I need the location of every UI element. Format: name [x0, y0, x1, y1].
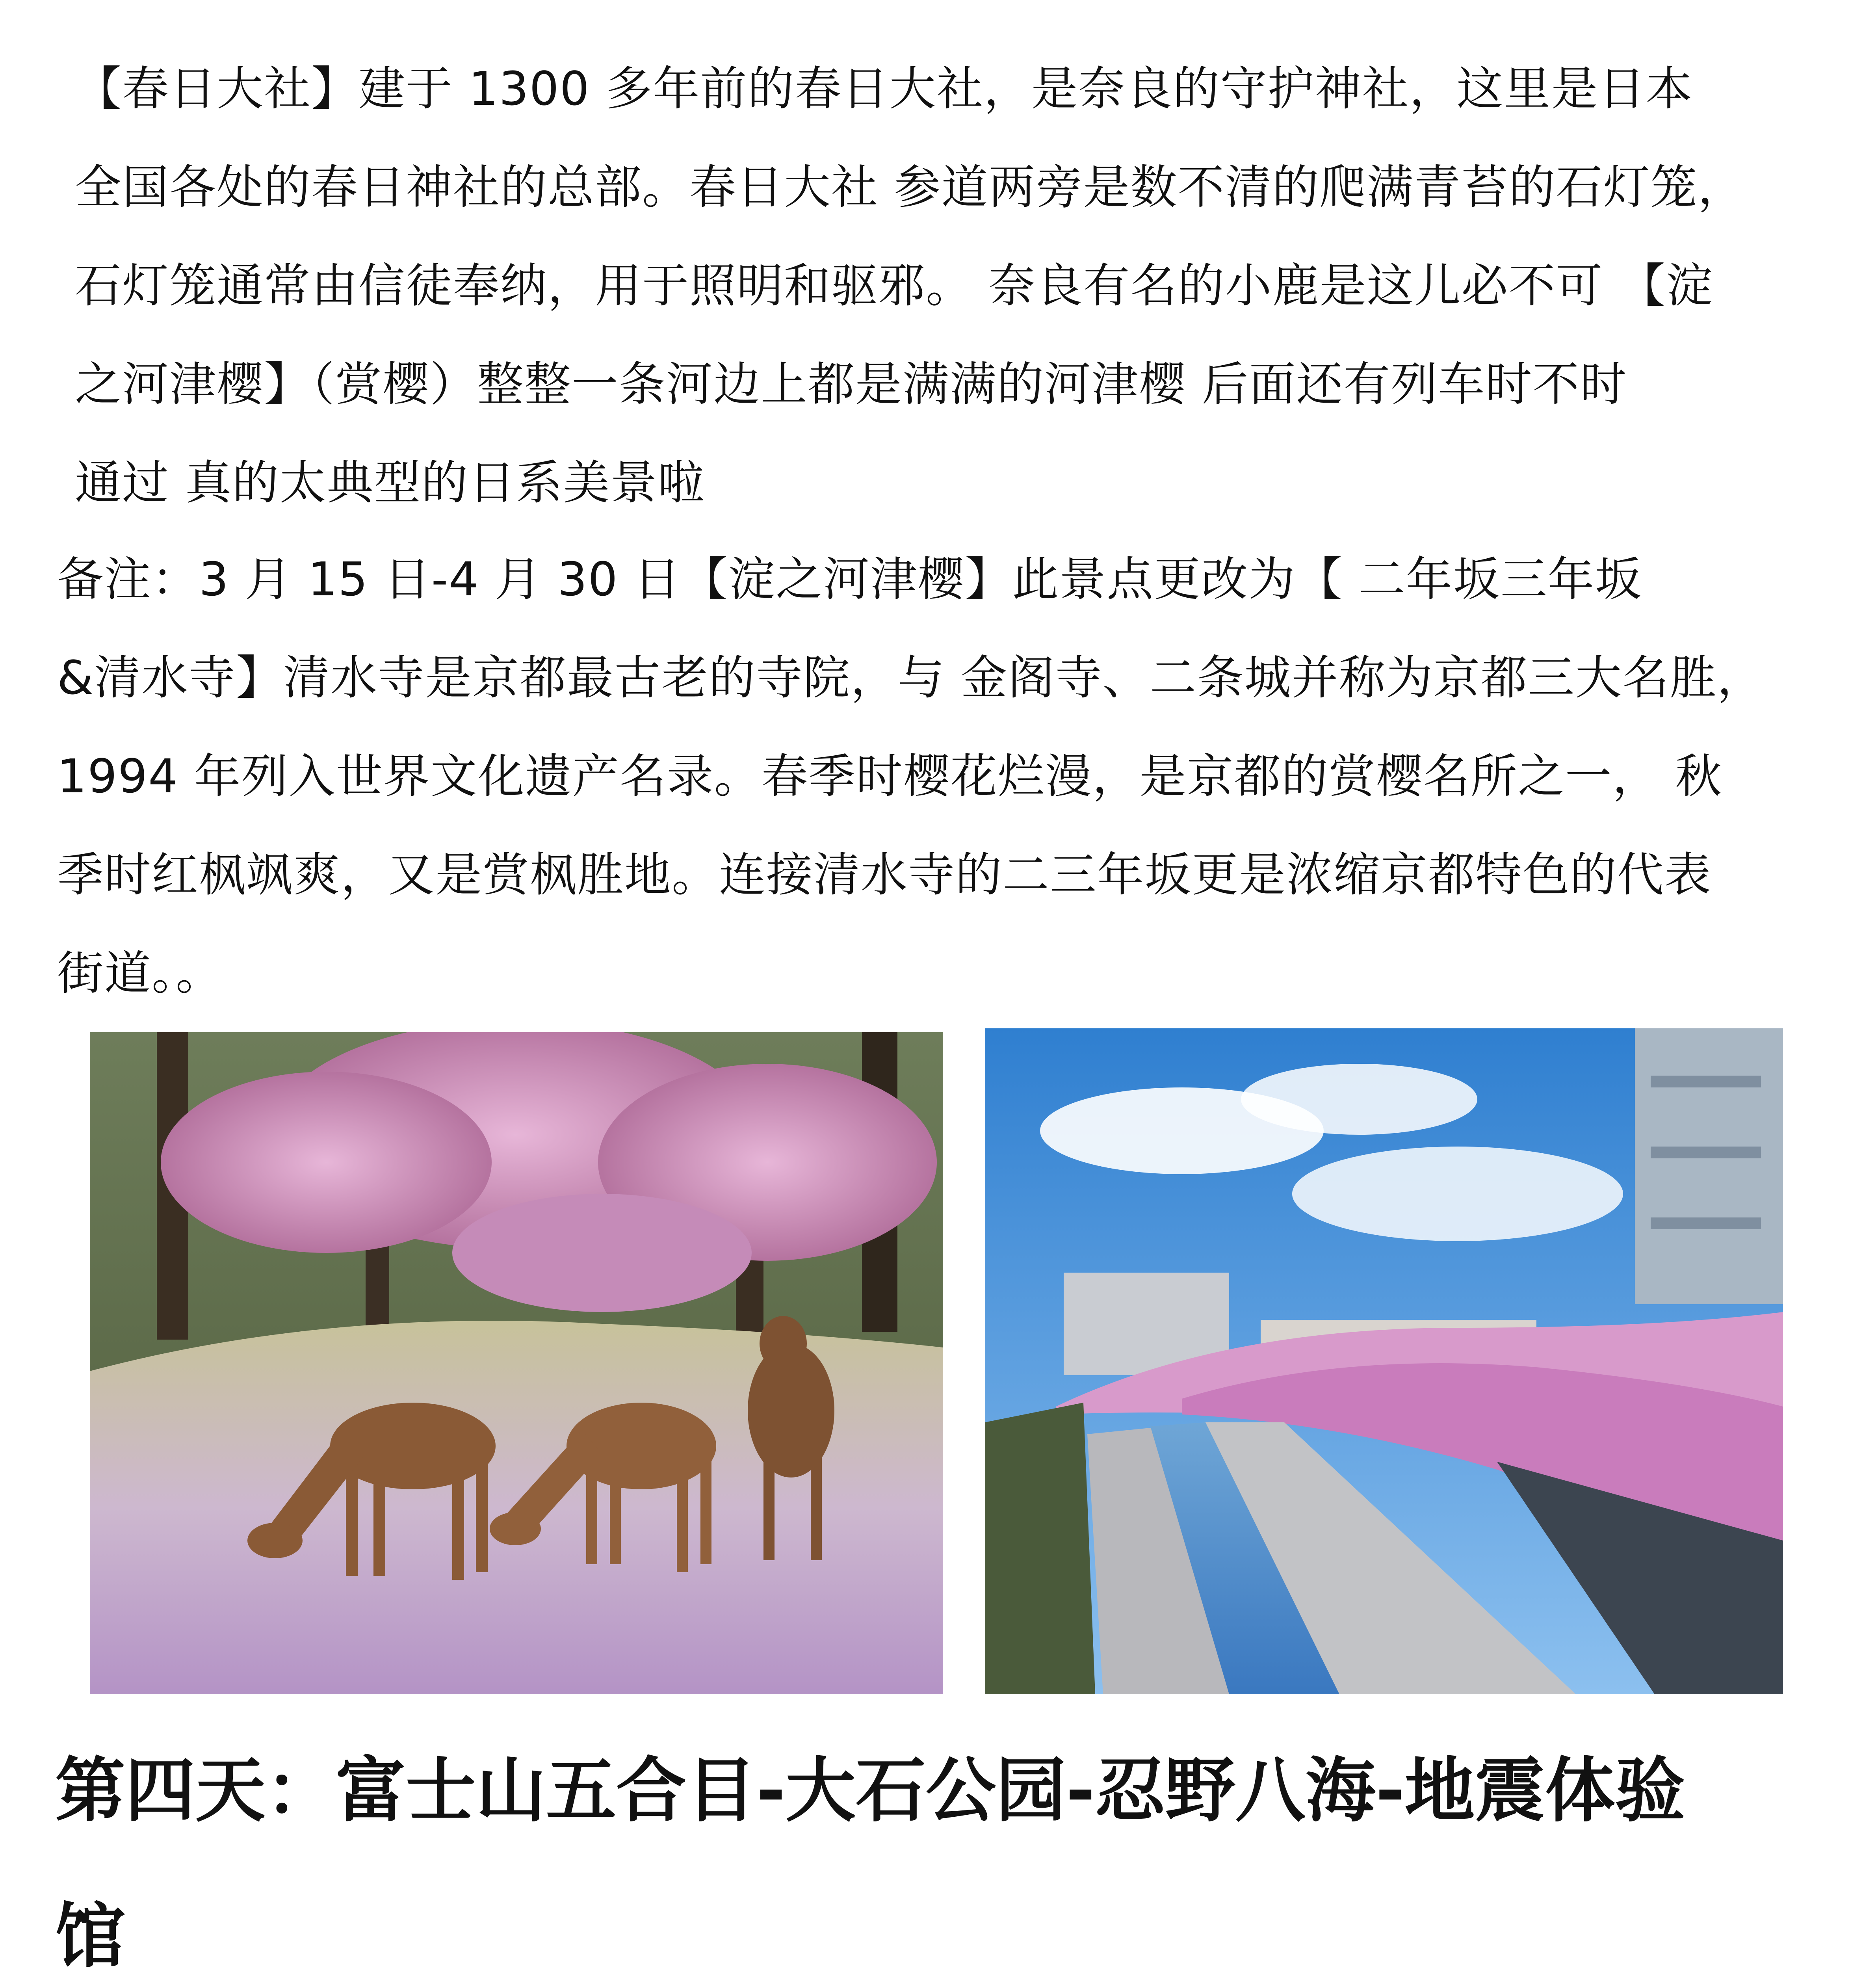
paragraph-line: 石灯笼通常由信徒奉纳，用于照明和驱邪。 奈良有名的小鹿是这儿必不可 【淀	[75, 258, 1714, 313]
canal-cherry-blossom-photo-art	[985, 1028, 1783, 1694]
heading-line: 第四天：富士山五合目-大石公园-忍野八海-地震体验	[55, 1750, 1685, 1831]
paragraph-line: &清水寺】清水寺是京都最古老的寺院，与 金阁寺、二条城并称为京都三大名胜，	[57, 650, 1765, 705]
canal-cherry-blossom-photo	[985, 1028, 1783, 1694]
paragraph-line: 季时红枫飒爽，又是赏枫胜地。连接清水寺的二三年坂更是浓缩京都特色的代表	[57, 847, 1712, 902]
paragraph-line: 通过 真的太典型的日系美景啦	[75, 455, 705, 510]
intro-paragraph	[75, 39, 1832, 532]
paragraph-line: 街道。。	[57, 946, 223, 1000]
deer-cherry-blossom-photo-art	[90, 1032, 943, 1694]
paragraph-line: 之河津樱】（赏樱）整整一条河边上都是满满的河津樱 后面还有列车时不时	[75, 357, 1627, 411]
paragraph-line: 【春日大社】建于 1300 多年前的春日大社，是奈良的守护神社，这里是日本	[75, 61, 1693, 116]
day-four-heading	[55, 1718, 1828, 1970]
paragraph-line: 备注：3 月 15 日-4 月 30 日【淀之河津樱】此景点更改为【 二年坂三年坂	[57, 552, 1642, 606]
paragraph-line: 全国各处的春日神社的总部。春日大社 参道两旁是数不清的爬满青苔的石灯笼，	[75, 160, 1745, 214]
heading-line: 馆	[55, 1896, 125, 1970]
deer-cherry-blossom-photo	[90, 1032, 943, 1694]
paragraph-line: 1994 年列入世界文化遗产名录。春季时樱花烂漫，是京都的赏樱名所之一， 秋	[57, 749, 1723, 803]
note-paragraph	[57, 530, 1830, 1022]
